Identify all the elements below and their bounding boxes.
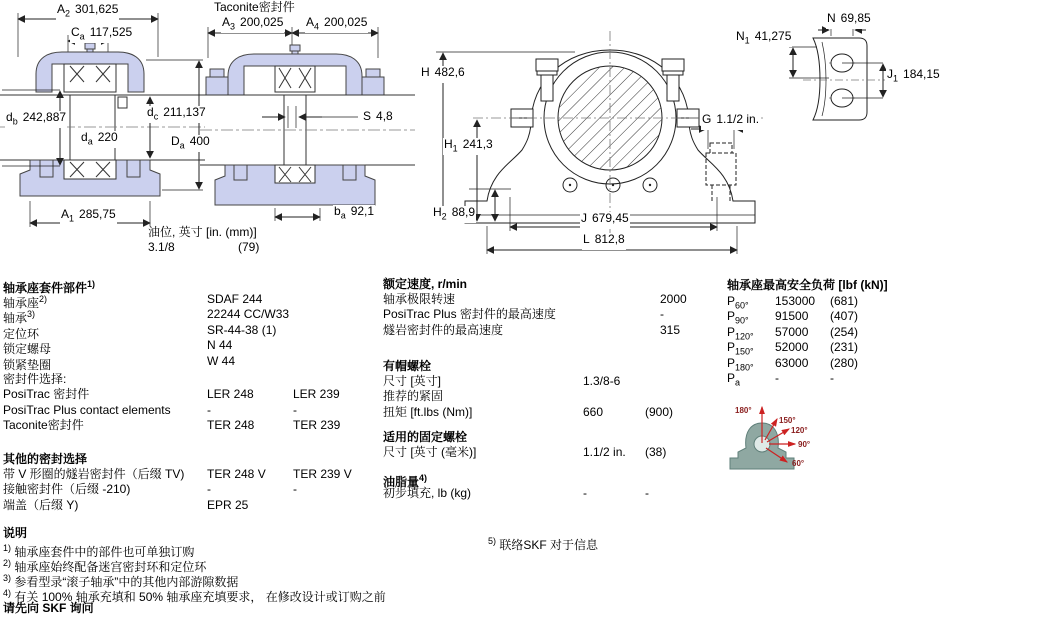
dim-s: S 4,8 <box>362 110 394 127</box>
cap-bolts-section <box>383 358 673 420</box>
dim-Da: $D_a$ 400 <box>171 134 210 151</box>
seal-options-section <box>3 372 340 434</box>
spec-value: SR-44-38 (1) <box>207 322 277 337</box>
angle-label-180: 180° <box>735 406 752 415</box>
seal-row: 端盖（后缀 Y) EPR 25 <box>3 497 249 512</box>
cap-bolt-torque-row: 扭矩 [ft.lbs (Nm)] 660 (900) <box>383 404 674 419</box>
speeds-header: 额定速度, r/min <box>383 277 468 291</box>
angle-label-120: 120° <box>791 426 808 435</box>
kit-components-section <box>3 276 290 372</box>
load-row: $P_{120^\circ}$ 57000 (254) <box>727 324 859 342</box>
spec-value: SDAF 244 <box>207 292 263 306</box>
cap-bolts-header: 有帽螺栓 <box>383 359 432 373</box>
dim-db: $d_b$ 242,887 <box>6 110 67 127</box>
dim-a3: $A_3$ 200,025 <box>222 15 284 32</box>
notes-header: 说明 <box>3 526 28 540</box>
kit-row: 轴承$^{3)}$ 22244 CC/W33 <box>3 307 290 326</box>
spec-value: 22244 CC/W33 <box>207 307 290 322</box>
seal-row: 接触密封件（后缀 -210) - - <box>3 482 297 497</box>
load-row: $P_{60^\circ}$ 153000 (681) <box>727 294 859 311</box>
kit-row: 锁定螺母 N 44 <box>3 338 233 357</box>
dim-dc: $d_c$ 211,137 <box>147 105 206 122</box>
fixing-bolts-section <box>383 429 666 460</box>
spec-value: W 44 <box>207 353 236 368</box>
dim-j1: $J_1$ 184,15 <box>887 67 940 84</box>
dim-n1: $N_1$ 41,275 <box>736 29 792 46</box>
angle-label-150: 150° <box>779 416 796 425</box>
angle-label-90: 90° <box>798 440 811 449</box>
fixing-bolt-size-row: 尺寸 [英寸 (毫米)] 1.1/2 in. (38) <box>383 445 667 459</box>
dim-g: G 1.1/2 in. <box>701 113 760 130</box>
taconite-title: Taconite密封件 <box>214 0 295 14</box>
oil-level-label: 油位, 英寸 [in. (mm)] <box>148 225 257 239</box>
grease-row: 初步填充, lb (kg) - - <box>383 486 649 500</box>
speed-row: PosiTrac Plus 密封件的最高速度 - <box>383 307 664 322</box>
dim-a1: $A_1$ 285,75 <box>61 207 116 224</box>
load-row: $P_a$ - - <box>727 370 834 388</box>
oil-level-mm: (79) <box>238 240 260 254</box>
load-row: $P_{180^\circ}$ 63000 (280) <box>727 355 859 372</box>
notes-section <box>3 526 386 616</box>
speed-row: 燧岩密封件的最高速度 315 <box>383 322 681 337</box>
note-item: $^{2)}$ 轴承座始终配备迷宫密封环和定位环 <box>3 558 207 574</box>
kit-row: 轴承座$^{2)}$ SDAF 244 <box>3 292 263 310</box>
load-row: $P_{150^\circ}$ 52000 (231) <box>727 340 859 357</box>
notes-footer: 请先向 SKF 询问 <box>3 601 94 615</box>
safe-loads-section <box>727 276 888 386</box>
dim-a4: $A_4$ 200,025 <box>306 15 368 32</box>
dim-h2: $H_2$ 88,9 <box>433 205 476 222</box>
angle-label-60: 60° <box>792 459 805 468</box>
spec-value: N 44 <box>207 338 233 353</box>
dim-j: J 679,45 <box>580 212 630 229</box>
oil-level-inches: 3.1/8 <box>148 240 175 254</box>
dim-l: L 812,8 <box>582 233 626 250</box>
cap-bolt-torque-label: 推荐的紧固 <box>383 389 444 404</box>
load-row: $P_{90^\circ}$ 91500 (407) <box>727 309 859 326</box>
seal-row: Taconite密封件 TER 248 TER 239 <box>3 418 341 433</box>
seal-row: 带 V 形圈的燧岩密封件（后缀 TV) TER 248 V TER 239 V <box>3 467 352 481</box>
dim-da: $d_a$ 220 <box>81 130 118 147</box>
dim-ca: $C_a$ 117,525 <box>71 25 133 42</box>
load-direction-diagram <box>722 396 827 478</box>
grease-section <box>383 470 649 501</box>
other-seal-header: 其他的密封选择 <box>3 452 88 466</box>
note-item: $^{4)}$ 有关 100% 轴承充填和 50% 轴承座充填要求， 在修改设计或订购之前 <box>3 588 386 604</box>
grease-header: 油脂量$^{4)}$ <box>383 473 428 489</box>
kit-header: 轴承座套件部件$^{1)}$ <box>3 279 96 295</box>
note-item: $^{3)}$ 参看型录“滚子轴承”中的其他内部游隙数据 <box>3 573 239 589</box>
loads-header: 轴承座最高安全负荷 [lbf (kN)] <box>727 278 888 292</box>
fixing-bolts-header: 适用的固定螺栓 <box>383 430 468 444</box>
kit-row: 锁紧垫圈 W 44 <box>3 353 236 372</box>
note-item: $^{1)}$ 轴承座套件中的部件也可单独订购 <box>3 543 195 559</box>
cap-bolt-size-row: 尺寸 [英寸] 1.3/8-6 <box>383 374 621 388</box>
dim-h1: $H_1$ 241,3 <box>444 137 493 154</box>
seal-row: PosiTrac 密封件 LER 248 LER 239 <box>3 387 340 402</box>
seal-row: PosiTrac Plus contact elements - - <box>3 402 297 417</box>
speed-row: 轴承极限转速 2000 <box>383 292 687 306</box>
note-5: $^{5)}$ 联络SKF 对于信息 <box>488 536 599 552</box>
rated-speeds-section <box>383 276 687 338</box>
seal-options-header: 密封件选择: <box>3 372 67 386</box>
dim-ba: $b_a$ 92,1 <box>334 204 375 221</box>
kit-row: 定位环 SR-44-38 (1) <box>3 322 277 341</box>
other-seal-options-section <box>3 451 352 513</box>
dim-n: N 69,85 <box>826 12 872 29</box>
dim-a2: $A_2$ 301,625 <box>57 2 119 19</box>
dim-h: H 482,6 <box>420 66 466 83</box>
taconite-section-drawing <box>200 0 415 260</box>
